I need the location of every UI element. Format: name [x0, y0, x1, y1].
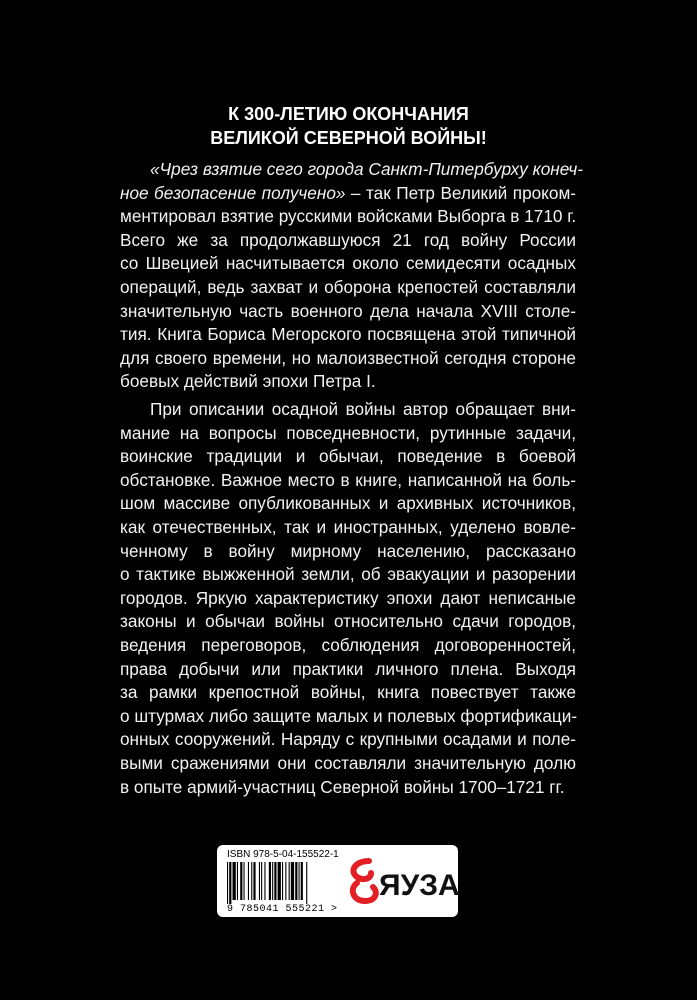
- barcode-bar: [282, 862, 283, 900]
- barcode-bars: [227, 862, 337, 904]
- barcode-bar: [301, 862, 303, 900]
- barcode-bar: [261, 862, 262, 900]
- publisher-logo-text: ЯУЗА: [379, 869, 460, 902]
- paragraph-2-line: выми сражениями они составляли значительную долю: [120, 752, 576, 773]
- paragraph-2-line: мание на вопросы повседневности, рутинные задачи,: [120, 422, 576, 443]
- barcode-bar: [253, 862, 255, 900]
- barcode-bar: [299, 862, 300, 900]
- paragraph-1-line: со Швецией насчитывается около семидесяти осадных: [120, 253, 576, 274]
- paragraph-1-line: операций, ведь захват и оборона крепостей составляли: [120, 276, 576, 297]
- paragraph-1-line: ментировал взятие русскими войсками Выборга в 1710 г.: [120, 206, 577, 227]
- cover-heading: [0, 102, 697, 150]
- quote-line-2: [120, 182, 576, 206]
- barcode-bar: [233, 862, 236, 900]
- barcode-bar: [278, 862, 281, 900]
- paragraph-2-line: При описании осадной войны автор обращает вни-: [150, 399, 576, 419]
- paragraph-1: [120, 158, 583, 394]
- paragraph-2-line: воинские традиции и обычаи, поведение в боевой: [120, 446, 576, 467]
- paragraph-1-line: для своего времени, но малоизвестной сегодня стороне: [120, 347, 576, 368]
- paragraph-1-line: тия. Книга Бориса Мегорского посвящена этой типичной: [120, 324, 576, 345]
- barcode-bar: [289, 862, 290, 900]
- paragraph-2-line: ченному в войну мирному населению, рассказано: [120, 540, 576, 561]
- publisher-logo: [343, 853, 460, 909]
- barcode-bar: [274, 862, 276, 900]
- barcode-bar: [306, 862, 307, 904]
- paragraph-1-line: боевых действий эпохи Петра I.: [120, 371, 376, 392]
- publisher-swirl-icon: [353, 861, 376, 901]
- paragraph-2-line: за рамки крепостной войны, книга повествует также: [120, 682, 576, 703]
- barcode-panel: [217, 845, 458, 917]
- barcode-digits: 9 785041 555221 >: [227, 904, 338, 915]
- paragraph-2: [120, 398, 576, 799]
- paragraph-2-line: в опыте армий-участниц Северной войны 1700–1721 гг.: [120, 776, 565, 797]
- barcode-bar: [295, 862, 297, 900]
- barcode-bar: [240, 862, 242, 900]
- barcode-bar: [229, 862, 231, 904]
- paragraph-2-line: городов. Яркую характеристику эпохи дают неписаные: [120, 587, 576, 608]
- isbn-label: ISBN 978-5-04-155522-1: [227, 849, 339, 860]
- barcode-bar: [285, 862, 286, 900]
- barcode-bar: [264, 862, 265, 900]
- paragraph-2-line: как отечественных, так и иностранных, уделено вовле-: [120, 516, 576, 537]
- heading-line-1: К 300-ЛЕТИЮ ОКОНЧАНИЯ: [228, 104, 469, 124]
- quote-italic-part: ное безопасение получено»: [120, 182, 346, 203]
- paragraph-2-line: законы и обычаи войны относительно сдачи городов,: [120, 611, 576, 632]
- barcode-bar: [248, 862, 249, 900]
- barcode-bar: [244, 862, 245, 900]
- paragraph-2-line: обстановке. Важное место в книге, написанной на боль-: [120, 469, 576, 490]
- barcode-bar: [251, 862, 252, 900]
- paragraph-2-line: о тактике выжженной земли, об эвакуации и разорении: [120, 564, 576, 585]
- paragraph-1-line: значительную часть военного дела начала XVIII столе-: [120, 300, 576, 321]
- paragraph-2-line: онных сооружений. Наряду с крупными осадами и поле-: [120, 729, 576, 750]
- barcode-bar: [227, 862, 228, 904]
- quote-line-1: «Чрез взятие сего города Санкт-Питербурху конеч-: [150, 159, 583, 179]
- paragraph-2-line: права добычи или практики личного плена. Выходя: [120, 658, 576, 679]
- barcode-bar: [269, 862, 271, 900]
- paragraph-2-line: о штурмах либо защите малых и полевых фортификаци-: [120, 705, 578, 726]
- paragraph-2-line: ведения переговоров, соблюдения договоренностей,: [120, 634, 576, 655]
- heading-line-2: ВЕЛИКОЙ СЕВЕРНОЙ ВОЙНЫ!: [210, 128, 487, 148]
- barcode-bar: [259, 862, 260, 900]
- barcode-bar: [237, 862, 238, 900]
- barcode-bar: [291, 862, 294, 900]
- barcode-bar: [272, 862, 273, 900]
- paragraph-1-line: Всего же за продолжавшуюся 21 год войну России: [120, 229, 576, 250]
- paragraph-2-line: шом массиве опубликованных и архивных источников,: [120, 493, 576, 514]
- quote-rest-part: – так Петр Великий проком-: [345, 182, 576, 203]
